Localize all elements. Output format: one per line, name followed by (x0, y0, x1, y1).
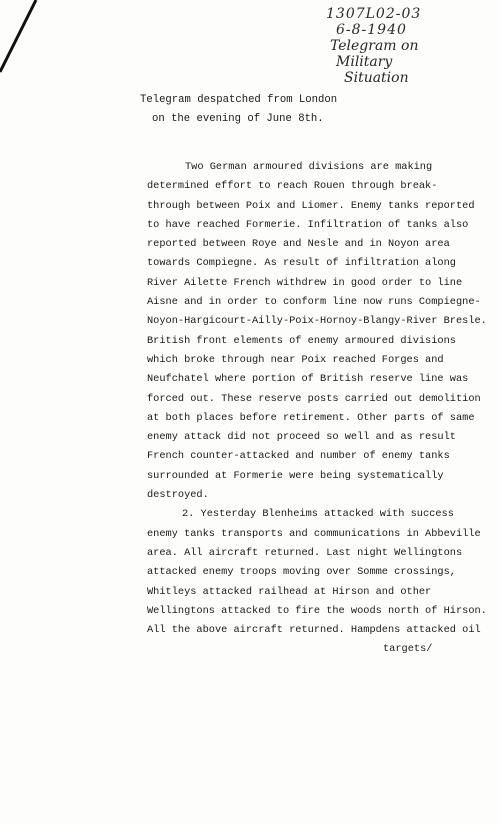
text-line: All the above aircraft returned. Hampdens attacked oil (147, 624, 481, 637)
text-line: surrounded at Formerie were being systematically (147, 469, 444, 482)
text-line: which broke through near Poix reached Forges and (147, 353, 444, 366)
heading-line-1: Telegram despatched from London (140, 94, 338, 106)
document-heading (140, 91, 337, 129)
text-line: Whitleys attacked railhead at Hirson and other (147, 585, 432, 598)
text-line: area. All aircraft returned. Last night Wellingtons (147, 546, 463, 559)
annotation-subject-1: Telegram on (330, 38, 419, 54)
text-line: forced out. These reserve posts carried out demolition (147, 392, 481, 405)
text-line: 2. Yesterday Blenheims attacked with success (182, 508, 454, 521)
text-line: determined effort to reach Rouen through break- (147, 180, 438, 193)
handwritten-annotation (322, 6, 492, 86)
continuation-catchword: targets/ (383, 643, 433, 656)
text-line: attacked enemy troops moving over Somme crossings, (147, 566, 456, 579)
text-line: enemy attack did not proceed so well and as result (147, 431, 456, 444)
heading-line-2: on the evening of June 8th. (152, 113, 324, 125)
text-line: destroyed. (147, 489, 209, 502)
document-body (147, 158, 487, 660)
paragraph-2 (147, 505, 487, 659)
text-line: Noyon-Hargicourt-Ailly-Poix-Hornoy-Blangy-River Bresle. (147, 315, 487, 328)
text-line: Aisne and in order to conform line now runs Compiegne- (147, 296, 481, 309)
paragraph-1 (147, 158, 487, 505)
text-line: Wellingtons attacked to fire the woods north of Hirson. (147, 604, 487, 617)
text-line: reported between Roye and Nesle and in Noyon area (147, 238, 450, 251)
text-line: enemy tanks transports and communications in Abbeville (147, 527, 481, 540)
text-line: towards Compiegne. As result of infiltration along (147, 257, 456, 270)
text-line: at both places before retirement. Other parts of same (147, 411, 475, 424)
annotation-subject-3: Situation (344, 70, 409, 86)
text-line: River Ailette French withdrew in good order to line (147, 276, 463, 289)
text-line: French counter-attacked and number of enemy tanks (147, 450, 450, 463)
text-line: through between Poix and Liomer. Enemy tanks reported (147, 199, 475, 212)
annotation-subject-2: Military (336, 54, 393, 70)
annotation-reference: 1307L02-03 (326, 6, 422, 22)
annotation-date: 6-8-1940 (336, 22, 407, 38)
corner-stroke-mark (0, 0, 50, 100)
text-line: to have reached Formerie. Infiltration of tanks also (147, 218, 469, 231)
text-line: Neufchatel where portion of British reserve line was (147, 373, 469, 386)
text-line: Two German armoured divisions are making (185, 161, 433, 173)
text-line: British front elements of enemy armoured divisions (147, 334, 456, 347)
